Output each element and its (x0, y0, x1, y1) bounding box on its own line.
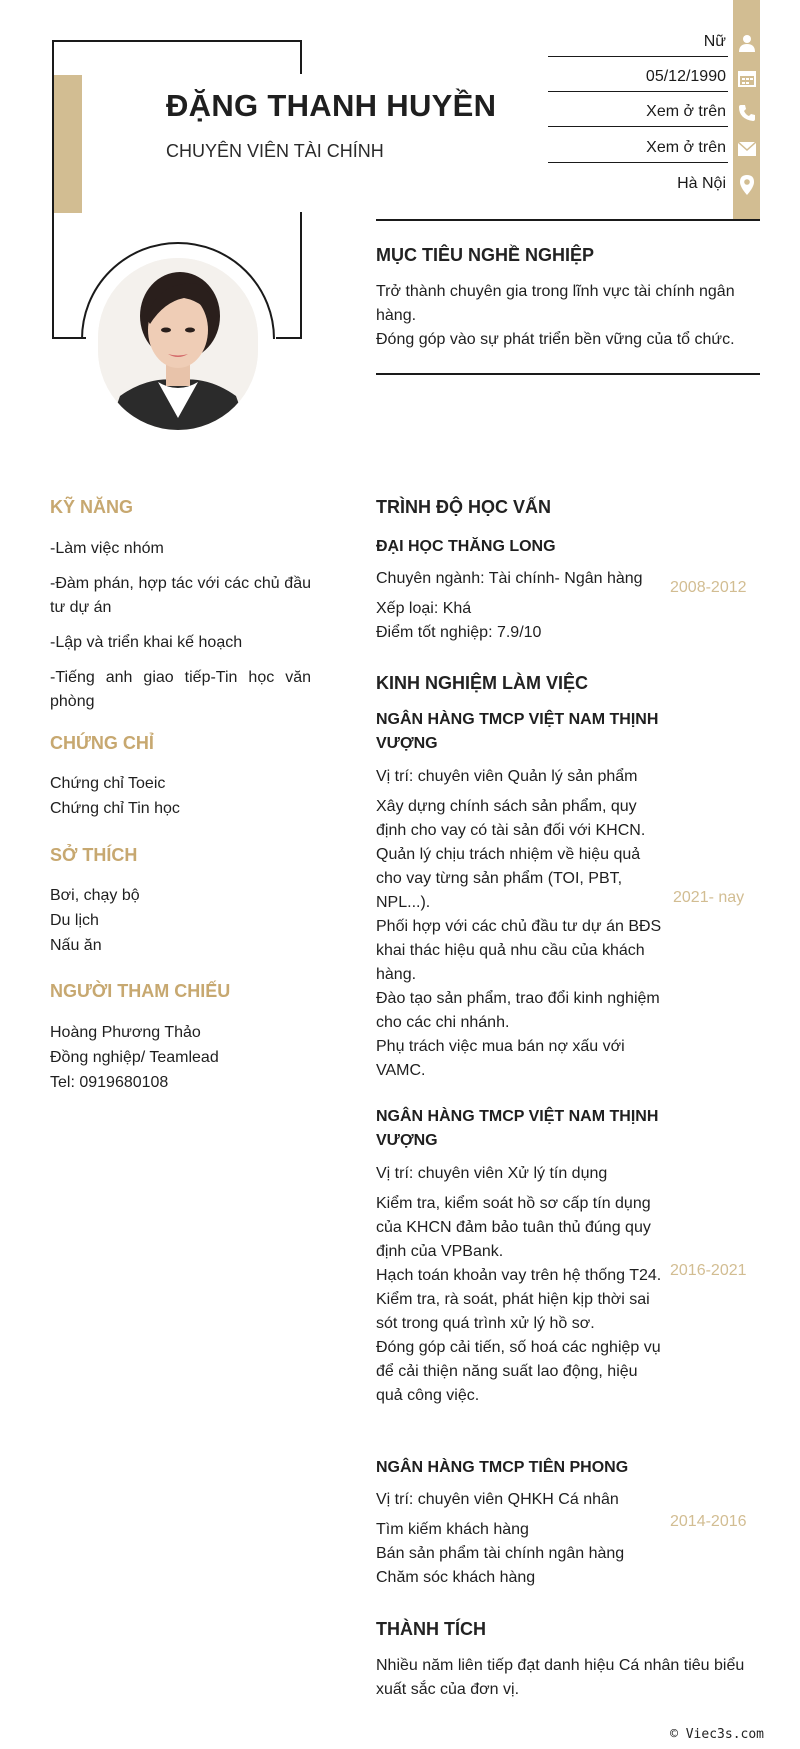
certificates-heading: CHỨNG CHỈ (50, 733, 154, 753)
reference-heading: NGƯỜI THAM CHIẾU (50, 981, 231, 1001)
rule-top (376, 219, 760, 221)
skill-item: -Đàm phán, hợp tác với các chủ đầu tư dự án (50, 575, 311, 616)
reference-line: Tel: 0919680108 (50, 1074, 169, 1091)
education-rank: Xếp loại: Khá (376, 600, 472, 617)
certificate-item: Chứng chỉ Tin học (50, 800, 180, 817)
objective-text: Trở thành chuyên gia trong lĩnh vực tài chính ngân hàng. Đóng góp vào sự phát triển bền vững của tổ chức. (376, 283, 735, 348)
job-dates: 2016-2021 (670, 1262, 747, 1279)
contact-phone: Xem ở trên (548, 97, 728, 127)
objective-heading: MỤC TIÊU NGHỀ NGHIỆP (376, 245, 595, 265)
hobby-item: Nấu ăn (50, 937, 102, 954)
job-dates: 2014-2016 (670, 1513, 747, 1530)
location-pin-icon (733, 170, 760, 200)
education-school: ĐẠI HỌC THĂNG LONG (376, 538, 556, 555)
job-dates: 2021- nay (673, 889, 745, 906)
skills-heading: KỸ NĂNG (50, 497, 134, 517)
candidate-name: ĐẶNG THANH HUYỀN (166, 88, 497, 123)
job-position: Vị trí: chuyên viên Quản lý sản phẩm (376, 768, 638, 785)
job-position: Vị trí: chuyên viên QHKH Cá nhân (376, 1491, 619, 1508)
experience-heading: KINH NGHIỆM LÀM VIỆC (376, 673, 589, 693)
achievements-heading: THÀNH TÍCH (376, 1619, 486, 1639)
header-frame-right-bottom (300, 212, 302, 339)
header-accent-bar (54, 75, 82, 213)
skill-item: -Tiếng anh giao tiếp-Tin học văn phòng (50, 669, 311, 710)
job-company: NGÂN HÀNG TMCP VIỆT NAM THỊNH VƯỢNG (376, 1108, 659, 1149)
achievements-text: Nhiều năm liên tiếp đạt danh hiệu Cá nhân tiêu biểu xuất sắc của đơn vị. (376, 1657, 745, 1698)
hobby-item: Bơi, chạy bộ (50, 887, 140, 904)
header-frame-bottom-right (276, 337, 302, 339)
job-details: Tìm kiếm khách hàng Bán sản phẩm tài chính ngân hàng Chăm sóc khách hàng (376, 1521, 625, 1586)
phone-icon (733, 98, 760, 128)
education-dates: 2008-2012 (670, 579, 747, 596)
job-details: Xây dựng chính sách sản phẩm, quy định cho vay có tài sản đối với KHCN. Quản lý chịu trách nhiệm về hiệu quả cho vay từng sản phẩm (TOI, PBT, NPL...). Phối hợp với các chủ đầu tư dự án BĐS khai thác hiệu quả nhu cầu của khách hàng. Đào tạo sản phẩm, trao đổi kinh nghiệm cho các chi nhánh. Phụ trách việc mua bán nợ xấu với VAMC. (376, 798, 662, 1079)
header-frame-right-top (300, 40, 302, 74)
reference-line: Hoàng Phương Thảo (50, 1024, 201, 1041)
contact-address: Hà Nội (677, 175, 726, 192)
certificate-item: Chứng chỉ Toeic (50, 775, 166, 792)
job-details: Kiểm tra, kiểm soát hồ sơ cấp tín dụng của KHCN đảm bảo tuân thủ đúng quy định của VPBank. Hạch toán khoản vay trên hệ thống T24. Kiểm tra, rà soát, phát hiện kịp thời sai sót trong quá trình xử lý hồ sơ. Đóng góp cải tiến, số hoá các nghiệp vụ để cải thiện năng suất lao động, hiệu quả công việc. (376, 1195, 662, 1404)
education-major: Chuyên ngành: Tài chính- Ngân hàng (376, 570, 643, 587)
hobbies-heading: SỞ THÍCH (50, 845, 138, 865)
user-icon (733, 28, 760, 58)
contact-email: Xem ở trên (548, 133, 728, 163)
reference-line: Đồng nghiệp/ Teamlead (50, 1049, 219, 1066)
hobby-item: Du lịch (50, 912, 99, 929)
header-frame-top (52, 40, 302, 42)
contact-gender: Nữ (548, 27, 728, 57)
job-company: NGÂN HÀNG TMCP TIÊN PHONG (376, 1459, 629, 1476)
avatar (98, 258, 258, 430)
job-company: NGÂN HÀNG TMCP VIỆT NAM THỊNH VƯỢNG (376, 711, 659, 752)
candidate-title: CHUYÊN VIÊN TÀI CHÍNH (166, 141, 384, 161)
education-grade: Điểm tốt nghiệp: 7.9/10 (376, 624, 542, 641)
education-heading: TRÌNH ĐỘ HỌC VẤN (376, 497, 551, 517)
calendar-icon (733, 63, 760, 93)
skill-item: -Làm việc nhóm (50, 540, 164, 557)
watermark: © Viec3s.com (670, 1727, 764, 1742)
mail-icon (733, 134, 760, 164)
skill-item: -Lập và triển khai kế hoạch (50, 634, 243, 651)
contact-birthdate: 05/12/1990 (548, 62, 728, 92)
rule-objective (376, 373, 760, 375)
job-position: Vị trí: chuyên viên Xử lý tín dụng (376, 1165, 608, 1182)
